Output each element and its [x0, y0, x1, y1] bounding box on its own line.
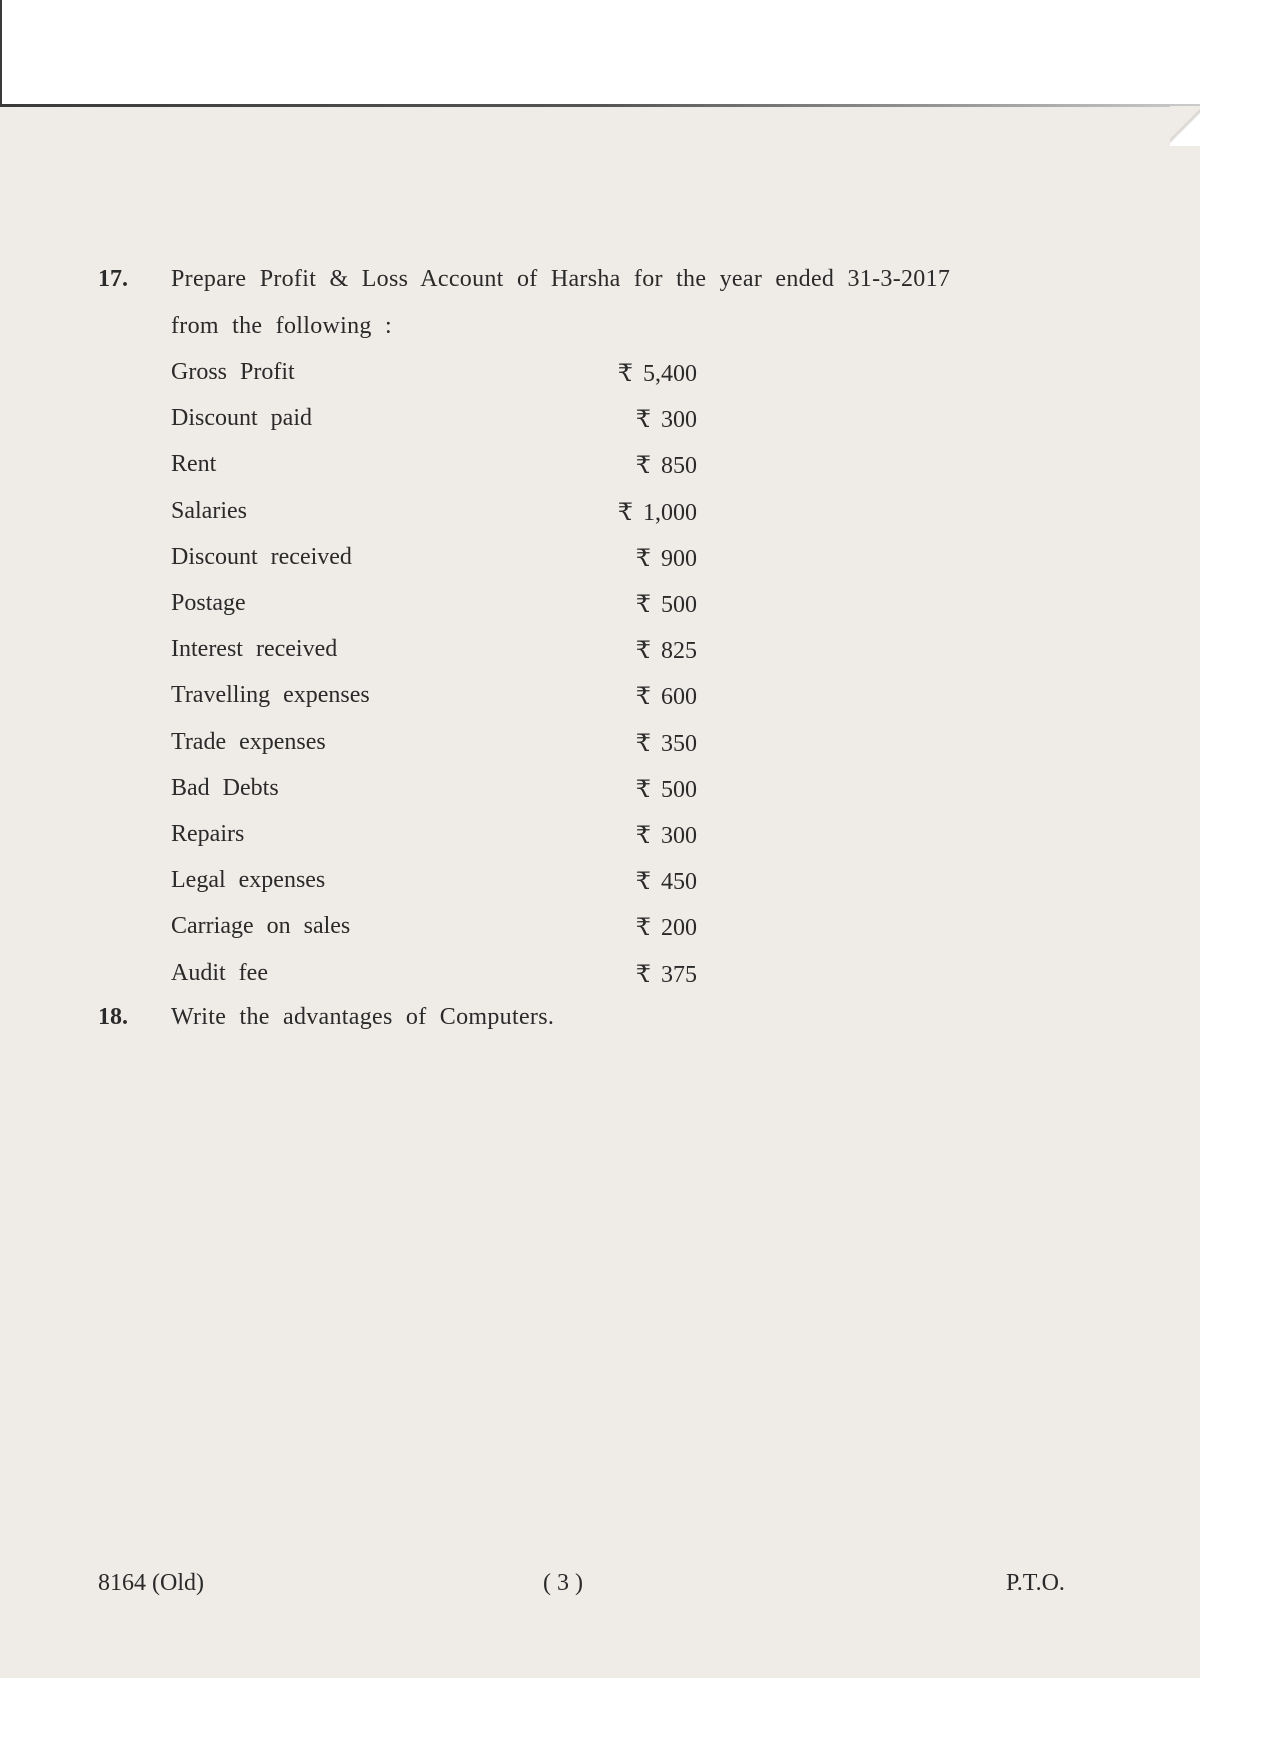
rupee-symbol: ₹ [635, 731, 651, 757]
ledger-item-amount [636, 960, 697, 989]
amount-value: 375 [661, 962, 697, 988]
amount-value: 900 [661, 546, 697, 572]
ledger-item-label: Discount paid [171, 405, 312, 431]
ledger-item-label: Discount received [171, 544, 352, 570]
rupee-symbol: ₹ [635, 869, 651, 895]
rupee-symbol: ₹ [635, 592, 651, 618]
amount-value: 500 [661, 777, 697, 803]
question-18-number: 18. [98, 1004, 128, 1030]
ledger-item-label: Audit fee [171, 960, 268, 986]
scan-border-line [0, 0, 2, 108]
rupee-symbol: ₹ [635, 823, 651, 849]
amount-value: 1,000 [643, 500, 697, 526]
ledger-item-label: Gross Profit [171, 359, 295, 385]
rupee-symbol: ₹ [617, 361, 633, 387]
amount-value: 825 [661, 638, 697, 664]
ledger-item-label: Postage [171, 590, 246, 616]
question-17-text-line2: from the following : [171, 313, 392, 339]
rupee-symbol: ₹ [635, 546, 651, 572]
amount-value: 5,400 [643, 361, 697, 387]
question-17-text-line1: Prepare Profit & Loss Account of Harsha for the year ended 31-3-2017 [171, 266, 951, 292]
amount-value: 300 [661, 823, 697, 849]
paper-code: 8164 (Old) [98, 1570, 204, 1596]
ledger-item-label: Carriage on sales [171, 913, 351, 939]
folded-corner [1170, 106, 1200, 146]
amount-value: 600 [661, 684, 697, 710]
ledger-item-label: Salaries [171, 498, 247, 524]
question-17-number: 17. [98, 266, 128, 292]
amount-value: 450 [661, 869, 697, 895]
rupee-symbol: ₹ [617, 500, 633, 526]
amount-value: 850 [661, 453, 697, 479]
ledger-item-label: Legal expenses [171, 867, 326, 893]
ledger-item-amount [618, 359, 697, 388]
amount-value: 200 [661, 915, 697, 941]
ledger-item-amount [636, 913, 697, 942]
ledger-item-label: Interest received [171, 636, 338, 662]
ledger-item-label: Rent [171, 451, 217, 477]
please-turn-over: P.T.O. [1006, 1570, 1065, 1596]
amount-value: 500 [661, 592, 697, 618]
ledger-item-amount [636, 544, 697, 573]
ledger-item-amount [636, 451, 697, 480]
rupee-symbol: ₹ [635, 453, 651, 479]
ledger-item-amount [636, 636, 697, 665]
ledger-item-label: Trade expenses [171, 729, 326, 755]
amount-value: 300 [661, 407, 697, 433]
ledger-item-amount [636, 867, 697, 896]
ledger-item-amount [636, 821, 697, 850]
ledger-item-amount [618, 498, 697, 527]
ledger-item-amount [636, 590, 697, 619]
rupee-symbol: ₹ [635, 915, 651, 941]
ledger-item-amount [636, 682, 697, 711]
question-18-text: Write the advantages of Computers. [171, 1004, 555, 1030]
amount-value: 350 [661, 731, 697, 757]
rupee-symbol: ₹ [635, 777, 651, 803]
ledger-item-label: Bad Debts [171, 775, 279, 801]
rupee-symbol: ₹ [635, 684, 651, 710]
rupee-symbol: ₹ [635, 407, 651, 433]
ledger-item-amount [636, 405, 697, 434]
rupee-symbol: ₹ [635, 638, 651, 664]
page-number: ( 3 ) [543, 1570, 583, 1596]
ledger-item-label: Travelling expenses [171, 682, 370, 708]
ledger-item-amount [636, 775, 697, 804]
rupee-symbol: ₹ [635, 962, 651, 988]
ledger-item-label: Repairs [171, 821, 245, 847]
ledger-item-amount [636, 729, 697, 758]
paper-top-edge [0, 104, 1200, 107]
